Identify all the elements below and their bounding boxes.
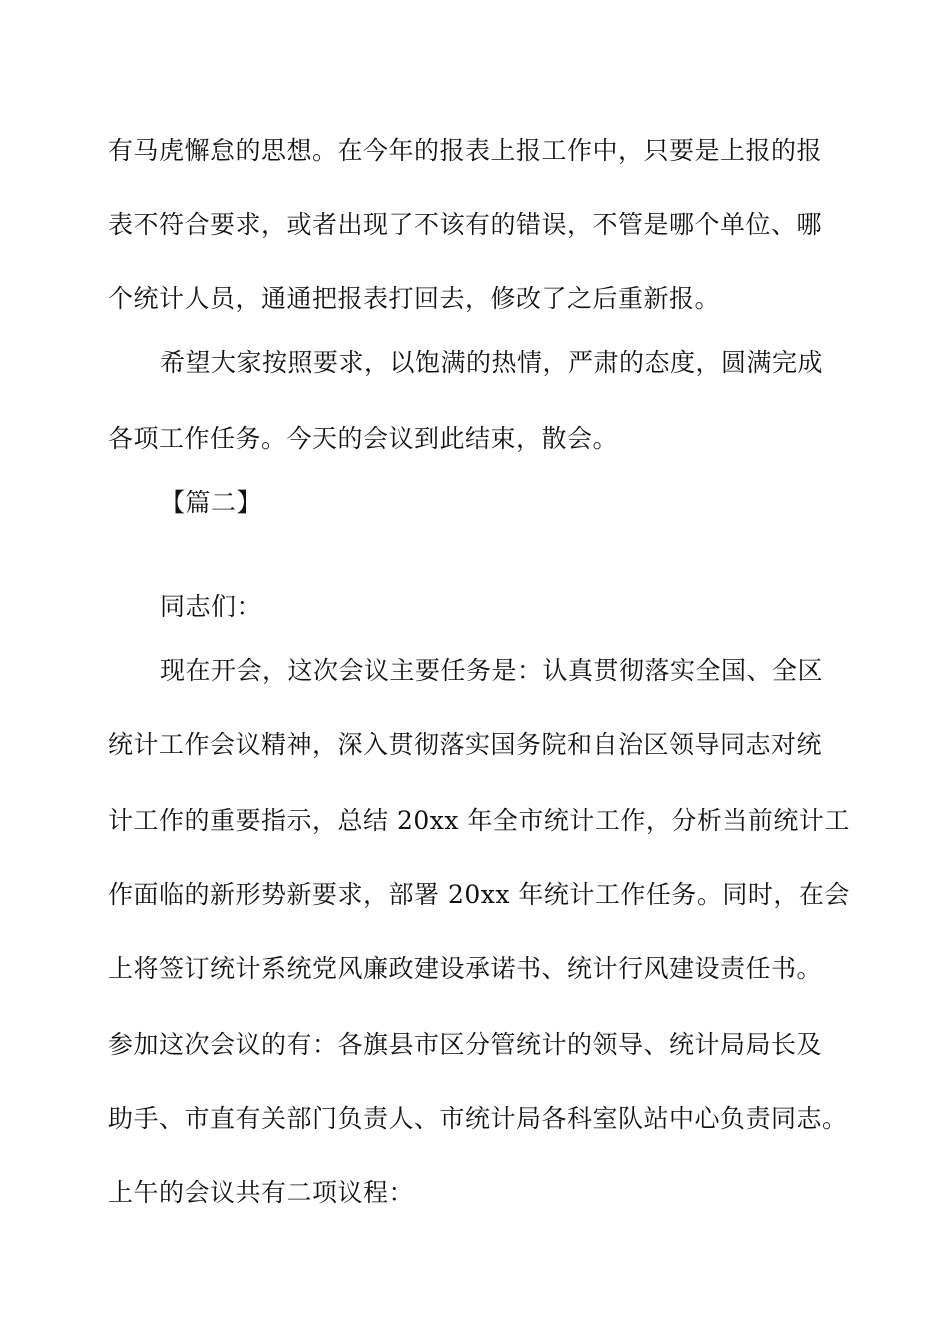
section-heading: 【篇二】	[160, 488, 263, 517]
text-line: 统计工作会议精神，深入贯彻落实国务院和自治区领导同志对统	[108, 730, 823, 759]
text-line: 作面临的新形势新要求，部署 20xx 年统计工作任务。同时，在会	[108, 880, 850, 909]
text-line: 个统计人员，通通把报表打回去，修改了之后重新报。	[108, 284, 721, 313]
text-line: 参加这次会议的有：各旗县市区分管统计的领导、统计局局长及	[108, 1030, 823, 1059]
text-line: 各项工作任务。今天的会议到此结束，散会。	[108, 424, 619, 453]
text-line: 助手、市直有关部门负责人、市统计局各科室队站中心负责同志。	[108, 1104, 848, 1133]
paragraph-first-line: 现在开会，这次会议主要任务是：认真贯彻落实全国、全区	[160, 656, 824, 685]
text-line: 有马虎懈怠的思想。在今年的报表上报工作中，只要是上报的报	[108, 136, 823, 165]
text-line: 上将签订统计系统党风廉政建设承诺书、统计行风建设责任书。	[108, 954, 823, 983]
text-line: 上午的会议共有二项议程：	[108, 1178, 415, 1207]
text-line: 计工作的重要指示，总结 20xx 年全市统计工作，分析当前统计工	[108, 806, 850, 835]
salutation: 同志们：	[160, 592, 263, 621]
text-line: 表不符合要求，或者出现了不该有的错误，不管是哪个单位、哪	[108, 210, 823, 239]
paragraph-first-line: 希望大家按照要求，以饱满的热情，严肃的态度，圆满完成	[160, 348, 824, 377]
